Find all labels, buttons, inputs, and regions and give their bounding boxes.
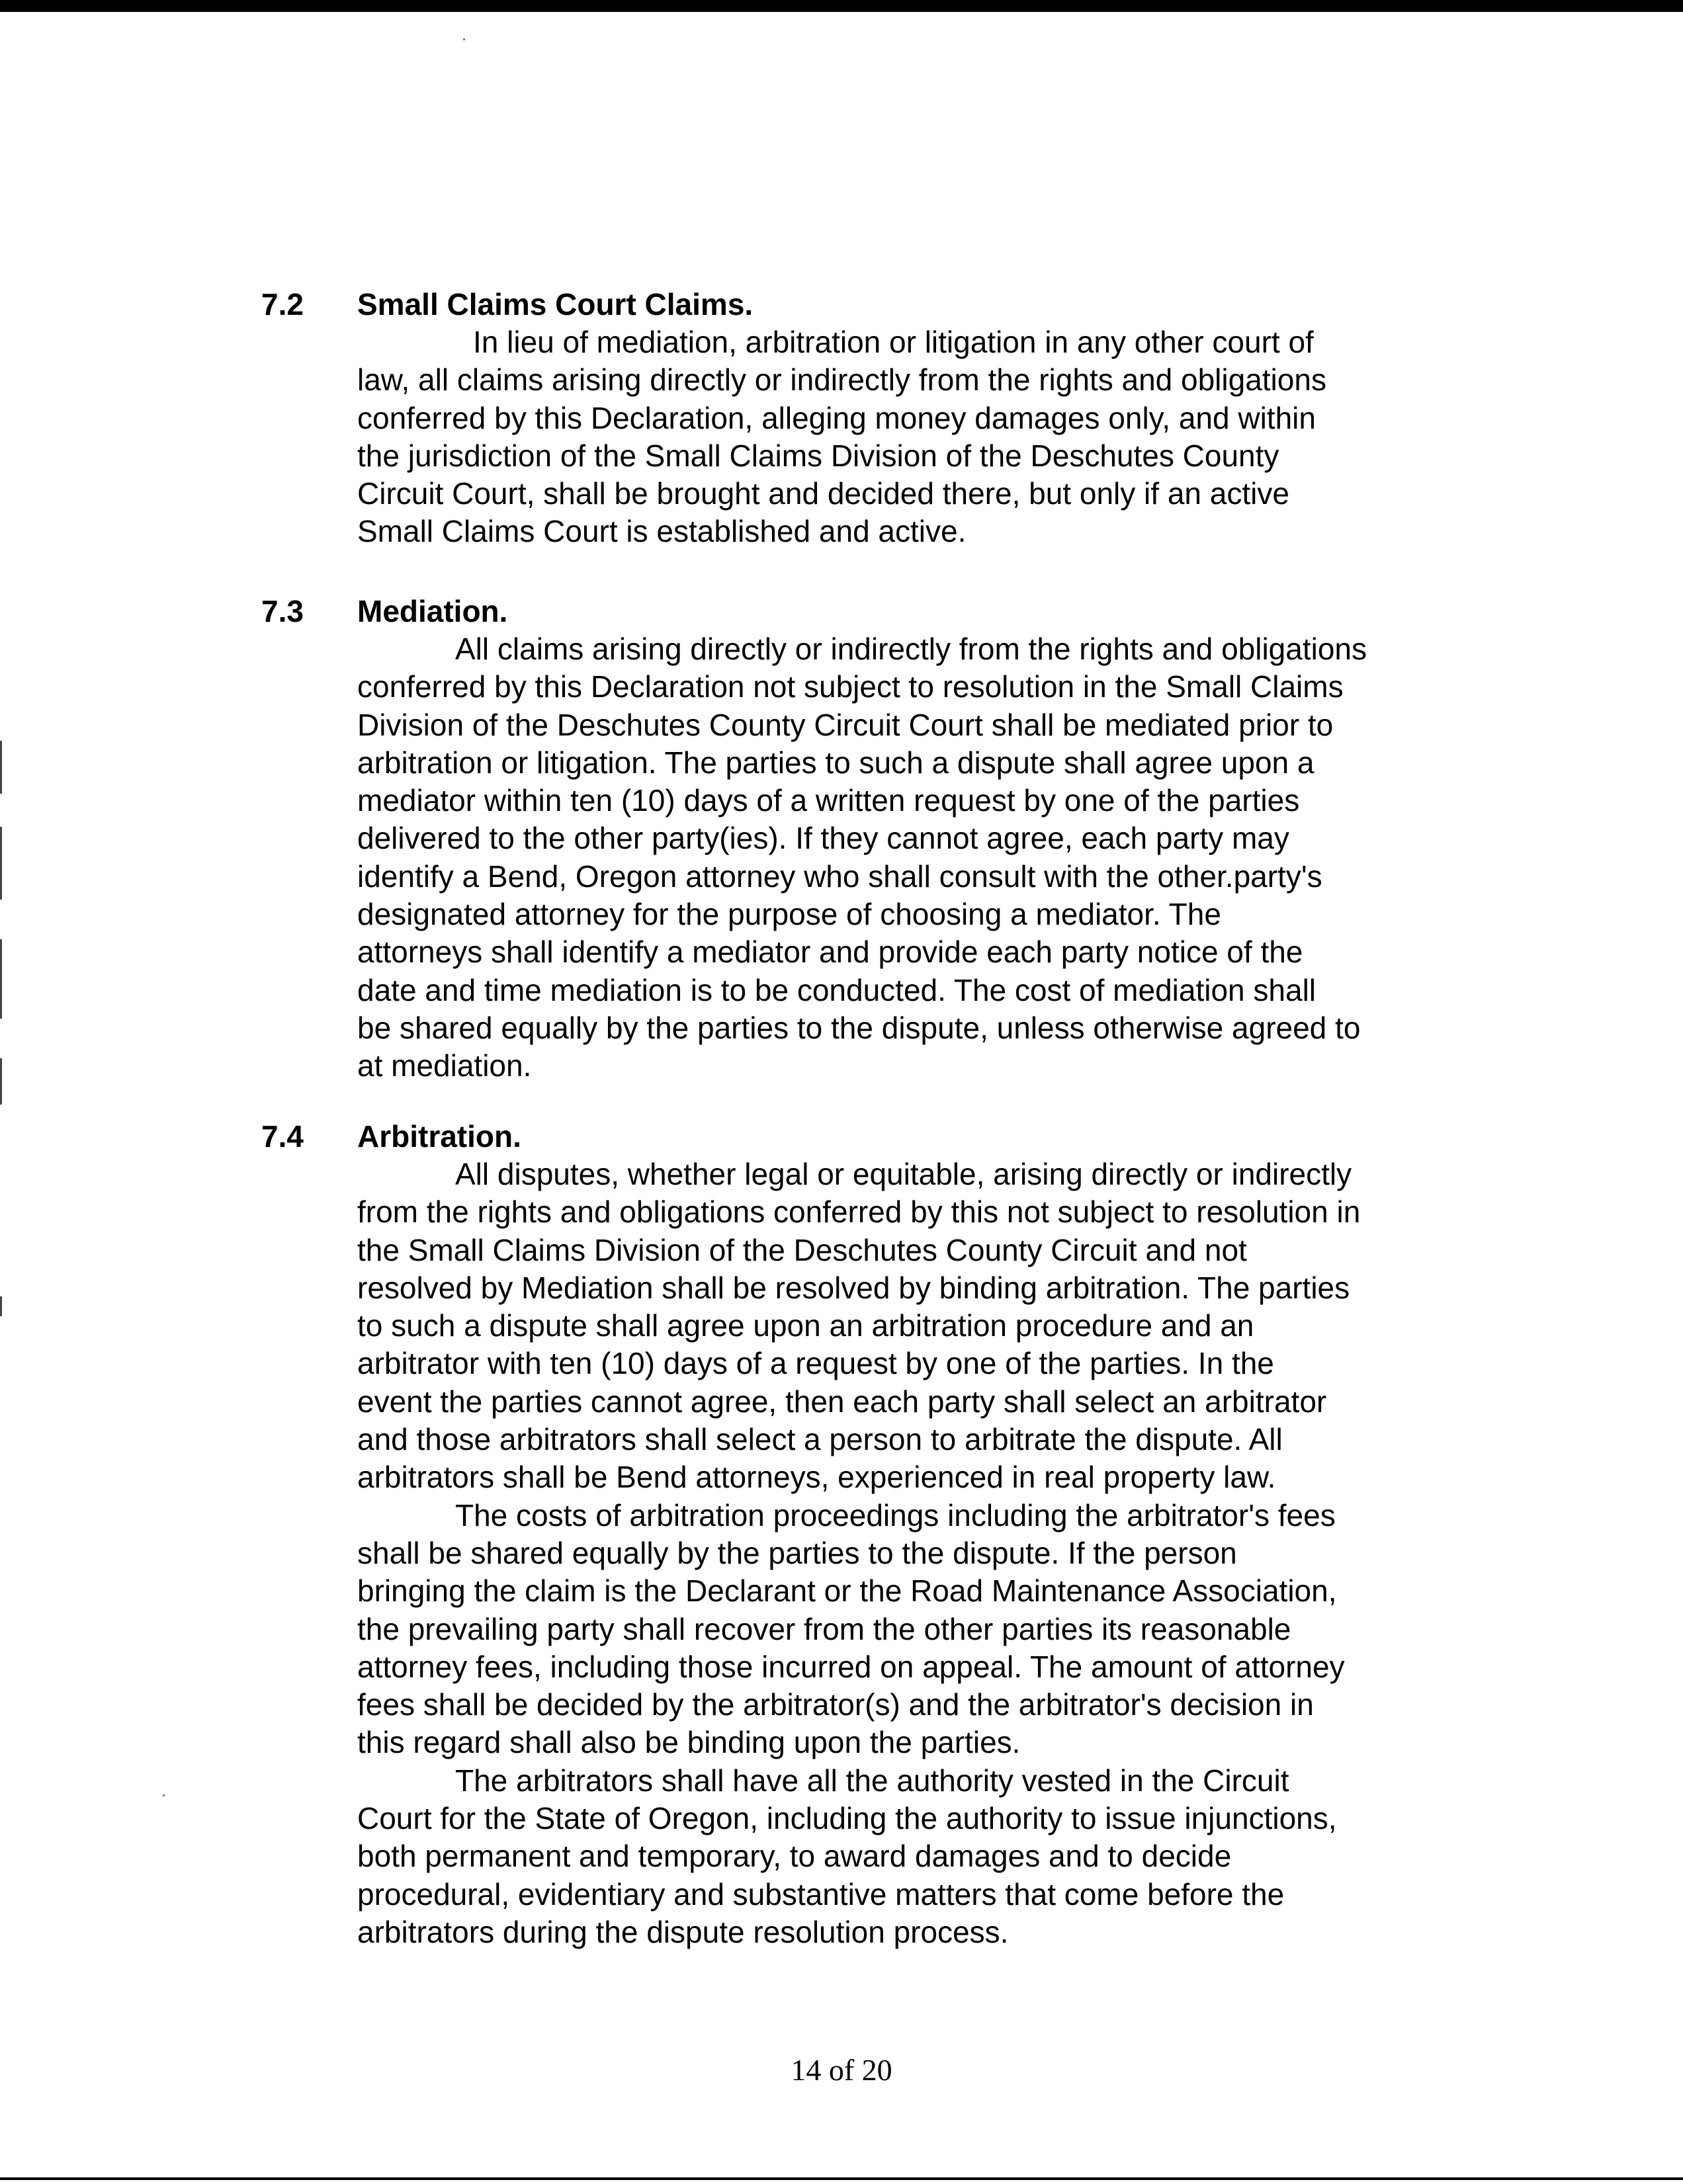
paragraph-line: arbitrators shall be Bend attorneys, experienced in real property law. xyxy=(357,1460,1276,1495)
section-number: 7.2 xyxy=(261,287,304,321)
paragraph-line: conferred by this Declaration not subject to resolution in the Small Claims xyxy=(357,669,1344,704)
paragraph-line: both permanent and temporary, to award damages and to decide xyxy=(357,1839,1232,1874)
paragraph-line: event the parties cannot agree, then each party shall select an arbitrator xyxy=(357,1384,1327,1419)
paragraph-line: from the rights and obligations conferred by this not subject to resolution in xyxy=(357,1195,1361,1230)
paragraph-line: at mediation. xyxy=(357,1048,532,1083)
section-title: Arbitration. xyxy=(357,1119,521,1154)
section-number: 7.4 xyxy=(261,1119,304,1154)
paragraph-line: In lieu of mediation, arbitration or litigation in any other court of xyxy=(473,325,1314,359)
scan-edge-mark xyxy=(0,741,2,794)
section-body xyxy=(357,630,1455,1085)
paragraph-line: identify a Bend, Oregon attorney who shall consult with the other.party's xyxy=(357,859,1322,894)
scan-edge-mark xyxy=(0,1296,2,1316)
section-title: Small Claims Court Claims. xyxy=(357,287,754,321)
paragraph-line: The arbitrators shall have all the authority vested in the Circuit xyxy=(455,1763,1289,1798)
scan-edge-mark xyxy=(0,827,2,900)
paragraph-line: The costs of arbitration proceedings including the arbitrator's fees xyxy=(455,1497,1336,1533)
paragraph-line: be shared equally by the parties to the dispute, unless otherwise agreed to xyxy=(357,1010,1361,1045)
paragraph-line: delivered to the other party(ies). If they cannot agree, each party may xyxy=(357,821,1289,856)
paragraph-line: law, all claims arising directly or indirectly from the rights and obligations xyxy=(357,362,1326,398)
scan-speck xyxy=(163,1794,165,1796)
paragraph-line: the jurisdiction of the Small Claims Division of the Deschutes County xyxy=(357,438,1279,473)
paragraph-line: Circuit Court, shall be brought and decided there, but only if an active xyxy=(357,476,1289,511)
scan-speck xyxy=(463,38,465,40)
paragraph-line: shall be shared equally by the parties to the dispute. If the person xyxy=(357,1535,1237,1570)
section-body xyxy=(357,1155,1455,1951)
paragraph-line: conferred by this Declaration, alleging money damages only, and within xyxy=(357,400,1316,435)
section-title: Mediation. xyxy=(357,594,508,628)
paragraph-line: attorneys shall identify a mediator and provide each party notice of the xyxy=(357,935,1303,970)
paragraph-line: this regard shall also be binding upon the parties. xyxy=(357,1725,1021,1760)
paragraph-line: procedural, evidentiary and substantive matters that come before the xyxy=(357,1876,1285,1911)
paragraph-line: All claims arising directly or indirectly from the rights and obligations xyxy=(455,632,1367,666)
paragraph-line: arbitrator with ten (10) days of a request by one of the parties. In the xyxy=(357,1346,1274,1381)
paragraph-line: resolved by Mediation shall be resolved by binding arbitration. The parties xyxy=(357,1270,1350,1305)
page-number: 14 of 20 xyxy=(791,2053,892,2087)
paragraph-line: to such a dispute shall agree upon an arbitration procedure and an xyxy=(357,1308,1254,1343)
paragraph-line: fees shall be decided by the arbitrator(s) and the arbitrator's decision in xyxy=(357,1687,1314,1722)
scan-edge-mark xyxy=(0,939,2,1019)
paragraph-line: date and time mediation is to be conducted. The cost of mediation shall xyxy=(357,972,1316,1007)
section-body xyxy=(357,323,1455,551)
paragraph-line: Court for the State of Oregon, including the authority to issue injunctions, xyxy=(357,1801,1337,1836)
paragraph-line: and those arbitrators shall select a person to arbitrate the dispute. All xyxy=(357,1422,1283,1457)
paragraph-line: arbitration or litigation. The parties to such a dispute shall agree upon a xyxy=(357,745,1315,780)
paragraph-line: arbitrators during the dispute resolution process. xyxy=(357,1914,1009,1949)
scan-bottom-border xyxy=(0,2177,1683,2180)
paragraph-line: attorney fees, including those incurred on appeal. The amount of attorney xyxy=(357,1649,1345,1684)
paragraph-line: All disputes, whether legal or equitable, arising directly or indirectly xyxy=(455,1157,1352,1191)
paragraph-line: bringing the claim is the Declarant or the Road Maintenance Association, xyxy=(357,1574,1337,1609)
paragraph-line: the prevailing party shall recover from the other parties its reasonable xyxy=(357,1611,1291,1646)
scan-top-border xyxy=(0,0,1683,12)
paragraph-line: the Small Claims Division of the Deschutes County Circuit and not xyxy=(357,1232,1247,1267)
paragraph-line: designated attorney for the purpose of choosing a mediator. The xyxy=(357,897,1221,932)
section-number: 7.3 xyxy=(261,594,304,628)
paragraph-line: mediator within ten (10) days of a written request by one of the parties xyxy=(357,783,1300,818)
paragraph-line: Division of the Deschutes County Circuit Court shall be mediated prior to xyxy=(357,707,1334,742)
scan-edge-mark xyxy=(0,1058,2,1105)
paragraph-line: Small Claims Court is established and active. xyxy=(357,514,967,549)
